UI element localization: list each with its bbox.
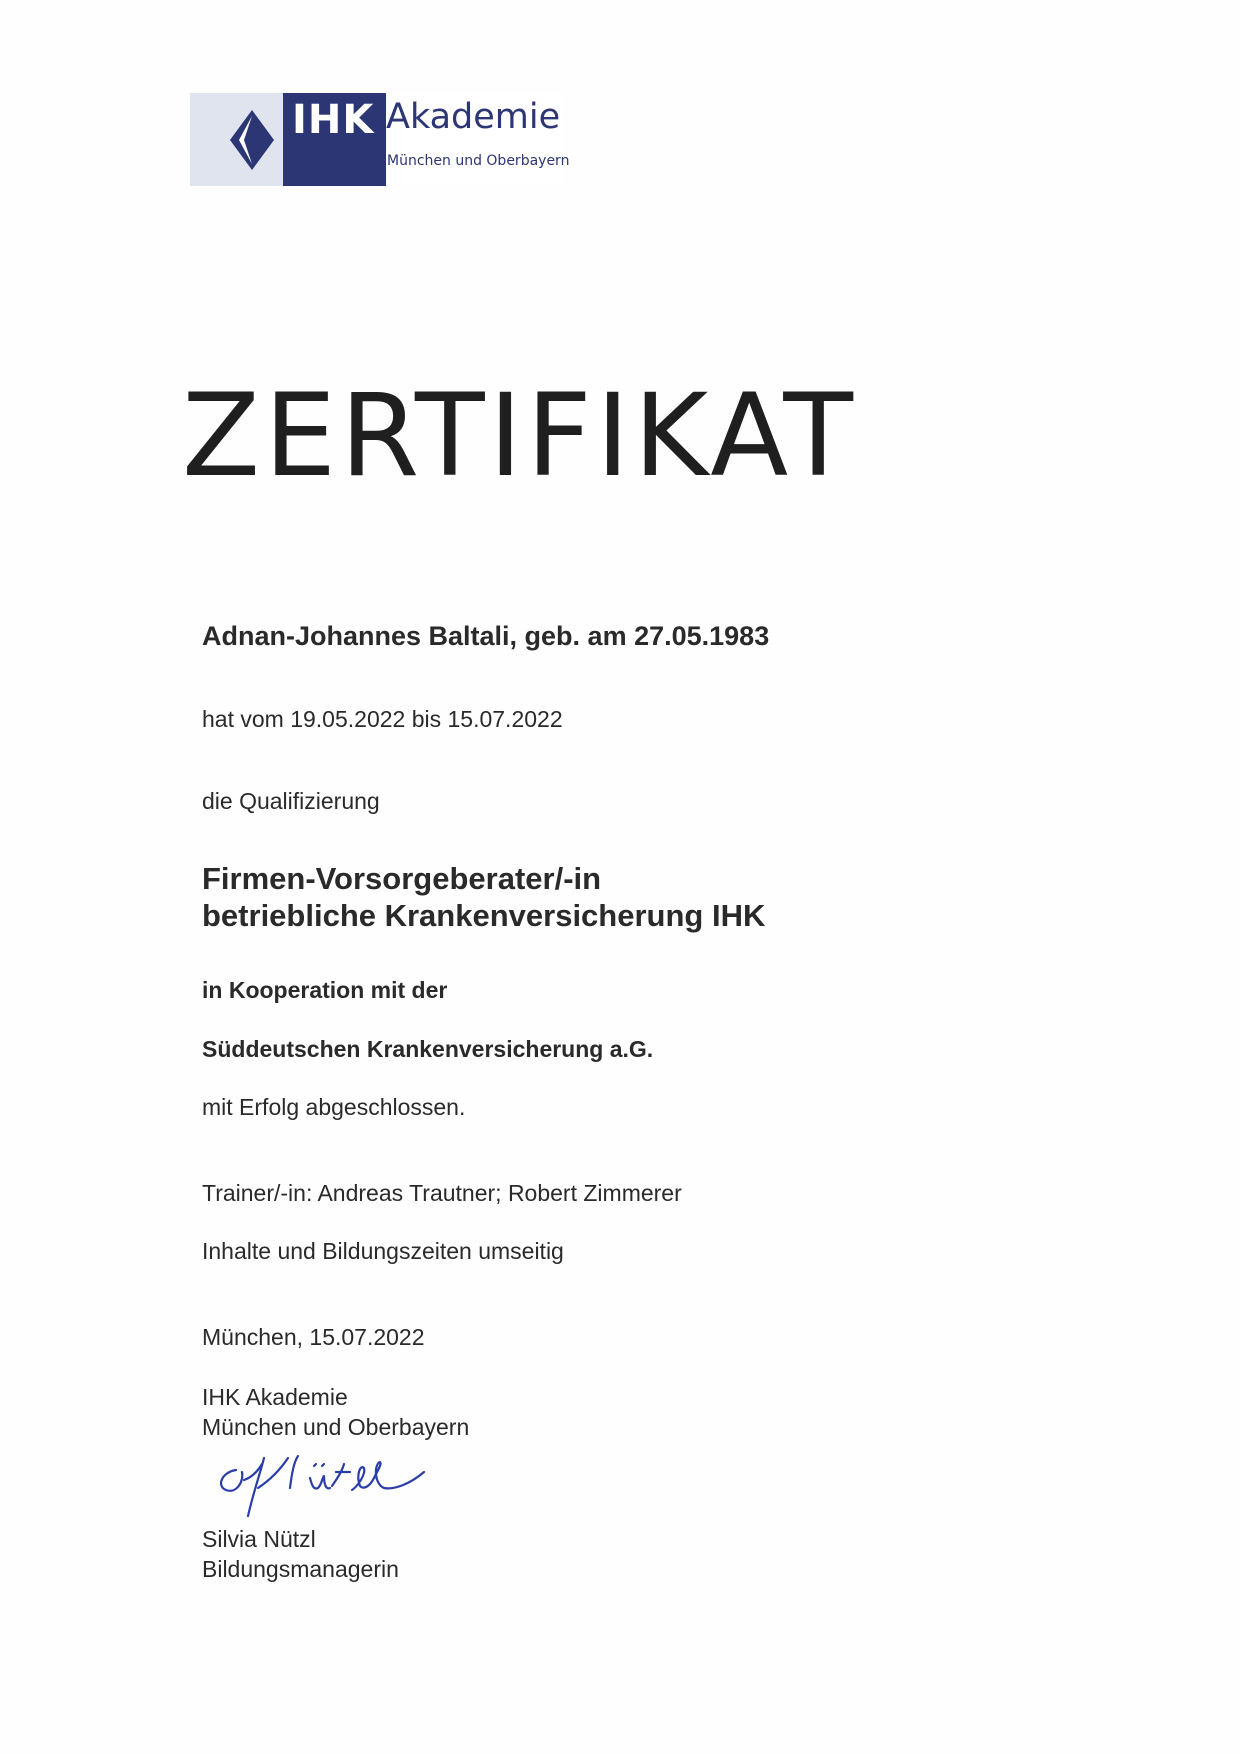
logo-akademie-text: Akademie [386,97,561,137]
handwritten-signature [214,1450,454,1520]
certificate-title: ZERTIFIKAT [182,369,858,502]
logo-diamond-icon [222,110,282,170]
qualification-title [202,860,765,934]
trainers-line: Trainer/-in: Andreas Trautner; Robert Zimmerer [202,1180,682,1206]
qualification-line-1: Firmen-Vorsorgeberater/-in [202,861,602,896]
qualification-line-2: betriebliche Krankenversicherung IHK [202,898,766,933]
cooperation-intro: in Kooperation mit der [202,977,448,1003]
signatory-name: Silvia Nützl [202,1526,316,1552]
logo-ihk-text: IHK [292,97,375,143]
issuer-line-1: IHK Akademie [202,1384,348,1410]
partner-name: Süddeutschen Krankenversicherung a.G. [202,1036,654,1062]
completion-line: mit Erfolg abgeschlossen. [202,1094,466,1120]
issuer-block [202,1382,469,1442]
place-date: München, 15.07.2022 [202,1324,425,1350]
period-line: hat vom 19.05.2022 bis 15.07.2022 [202,706,563,732]
logo-subtitle: München und Oberbayern [387,153,570,169]
qualification-intro: die Qualifizierung [202,788,380,814]
issuer-line-2: München und Oberbayern [202,1414,470,1440]
signatory-role: Bildungsmanagerin [202,1556,399,1582]
recipient-line: Adnan-Johannes Baltali, geb. am 27.05.1983 [202,621,770,651]
ihk-akademie-logo [190,93,570,186]
contents-note: Inhalte und Bildungszeiten umseitig [202,1238,564,1264]
signatory-block [202,1524,399,1584]
